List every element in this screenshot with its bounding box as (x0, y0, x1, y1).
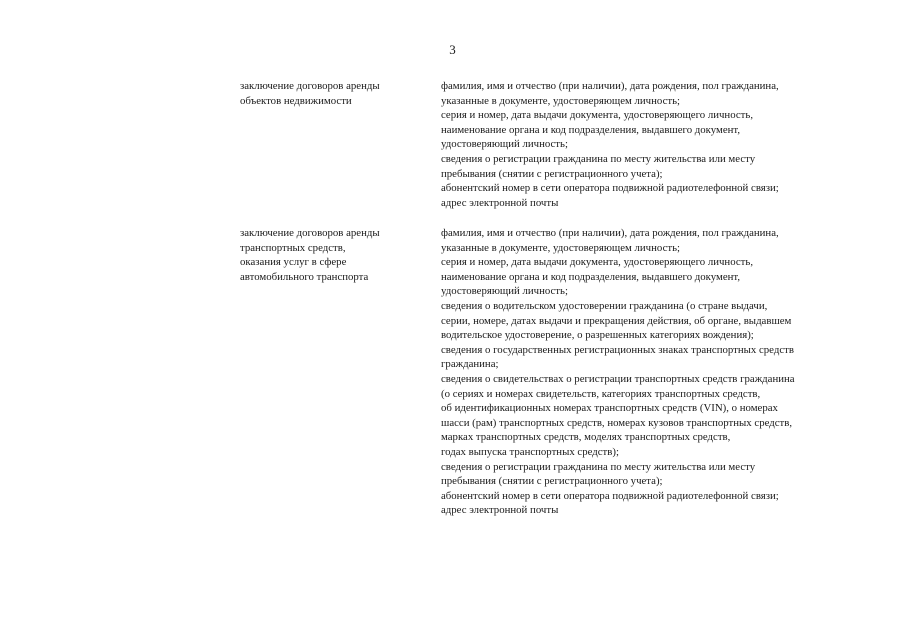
details-line: указанные в документе, удостоверяющем личность; (441, 94, 680, 107)
details-line: марках транспортных средств, моделях транспортных средств, (441, 431, 731, 444)
details-line: фамилия, имя и отчество (при наличии), дата рождения, пол гражданина, (441, 80, 779, 92)
details-line: серия и номер, дата выдачи документа, удостоверяющего личность, (441, 256, 754, 269)
details-line: сведения о водительском удостоверении гражданина (о стране выдачи, (441, 299, 768, 312)
details-line: фамилия, имя и отчество (при наличии), дата рождения, пол гражданина, (441, 227, 779, 239)
details-line: пребывания (снятии с регистрационного учета); (441, 475, 663, 488)
details-line: сведения о государственных регистрационных знаках транспортных средств (441, 343, 794, 356)
details-line: серия и номер, дата выдачи документа, удостоверяющего личность, (441, 109, 754, 122)
purpose-line: объектов недвижимости (240, 94, 352, 107)
details-line: наименование органа и код подразделения, выдавшего документ, (441, 270, 741, 283)
details-line: серии, номере, датах выдачи и прекращения действия, об органе, выдавшем (441, 314, 792, 327)
details-line: указанные в документе, удостоверяющем личность; (441, 241, 680, 254)
details-line: удостоверяющий личность; (441, 285, 568, 298)
details-line: наименование органа и код подразделения, выдавшего документ, (441, 123, 741, 136)
details-line: абонентский номер в сети оператора подвижной радиотелефонной связи; (441, 489, 779, 502)
details-line: адрес электронной почты (441, 504, 559, 517)
details-line: удостоверяющий личность; (441, 138, 568, 151)
purpose-line: заключение договоров аренды (240, 227, 380, 239)
purpose-line: автомобильного транспорта (240, 270, 369, 283)
details-line: сведения о регистрации гражданина по месту жительства или месту (441, 152, 756, 165)
details-line: шасси (рам) транспортных средств, номерах кузовов транспортных средств, (441, 416, 793, 429)
details-cell (441, 226, 881, 518)
page-number: 3 (449, 42, 456, 57)
details-line: сведения о свидетельствах о регистрации транспортных средств гражданина (441, 372, 795, 385)
details-line: абонентский номер в сети оператора подвижной радиотелефонной связи; (441, 182, 779, 195)
details-line: пребывания (снятии с регистрационного учета); (441, 167, 663, 180)
details-line: годах выпуска транспортных средств); (441, 445, 619, 458)
details-line: об идентификационных номерах транспортных средств (VIN), о номерах (441, 402, 778, 415)
details-line: (о сериях и номерах свидетельств, категориях транспортных средств, (441, 387, 761, 400)
details-cell (441, 79, 881, 210)
purpose-cell (240, 226, 430, 284)
purpose-line: заключение договоров аренды (240, 80, 380, 92)
purpose-line: транспортных средств, (240, 241, 346, 254)
details-line: сведения о регистрации гражданина по месту жительства или месту (441, 460, 756, 473)
details-line: гражданина; (441, 358, 499, 371)
details-line: водительское удостоверение, о разрешенных категориях вождения); (441, 329, 754, 342)
purpose-line: оказания услуг в сфере (240, 256, 347, 269)
details-line: адрес электронной почты (441, 196, 559, 209)
purpose-cell (240, 79, 430, 108)
